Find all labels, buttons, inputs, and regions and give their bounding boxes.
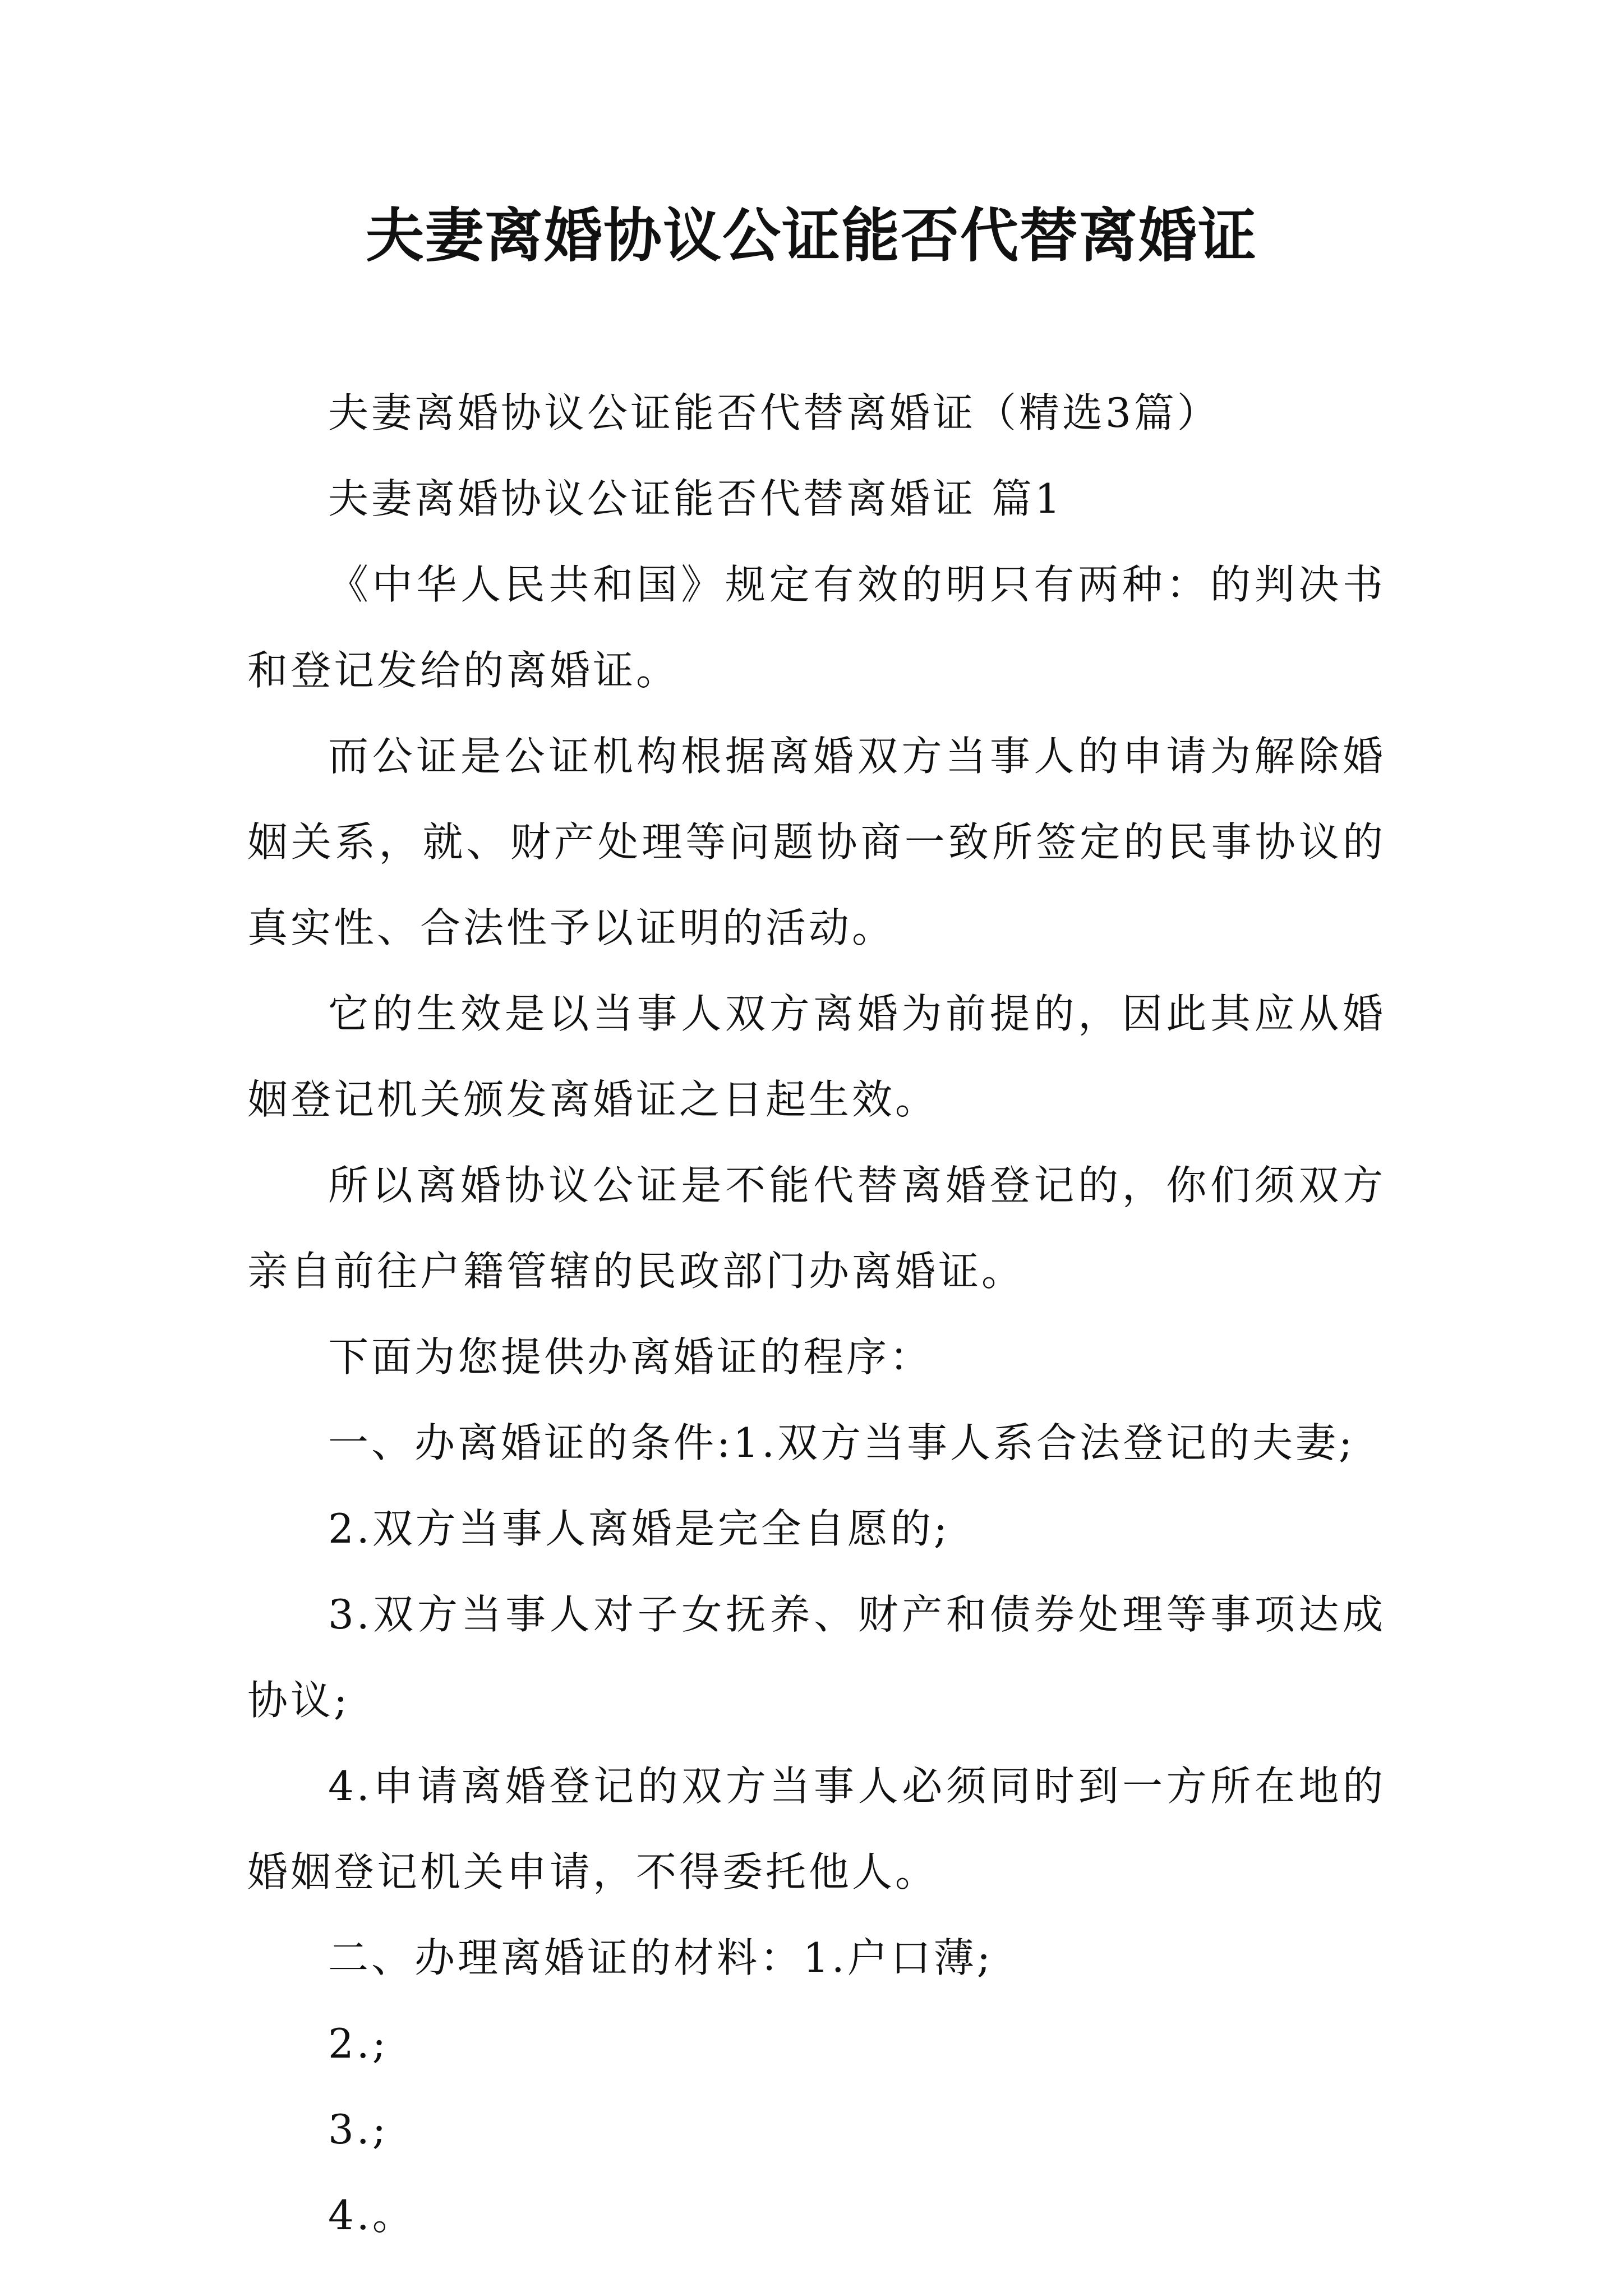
list-item: 3.双方当事人对子女抚养、财产和债券处理等事项达成协议; [247,1591,1386,1724]
list-item: 4.。 [328,2192,416,2239]
list-item: 2.; [328,2020,389,2067]
list-item: 2.双方当事人离婚是完全自愿的; [328,1505,950,1552]
document-body [247,370,1386,2258]
list-item: 一、办离婚证的条件:1.双方当事人系合法登记的夫妻; [328,1419,1355,1466]
paragraph: 所以离婚协议公证是不能代替离婚登记的，你们须双方亲自前往户籍管辖的民政部门办离婚证。 [247,1162,1386,1295]
paragraph: 它的生效是以当事人双方离婚为前提的，因此其应从婚姻登记机关颁发离婚证之日起生效。 [247,990,1386,1123]
list-item: 4.申请离婚登记的双方当事人必须同时到一方所在地的婚姻登记机关申请，不得委托他人。 [247,1763,1386,1895]
paragraph: 而公证是公证机构根据离婚双方当事人的申请为解除婚姻关系，就、财产处理等问题协商一致所签定的民事协议的真实性、合法性予以证明的活动。 [247,733,1386,951]
paragraph-section-heading: 夫妻离婚协议公证能否代替离婚证 篇1 [328,475,1063,522]
list-item: 3.; [328,2106,389,2153]
paragraph: 《中华人民共和国》规定有效的明只有两种：的判决书和登记发给的离婚证。 [247,561,1386,694]
paragraph: 下面为您提供办离婚证的程序： [328,1333,933,1381]
document-title: 夫妻离婚协议公证能否代替离婚证 [365,201,1257,270]
paragraph-subtitle: 夫妻离婚协议公证能否代替离婚证（精选3篇） [328,389,1220,436]
list-item: 二、办理离婚证的材料：1.户口薄; [328,1934,993,1981]
